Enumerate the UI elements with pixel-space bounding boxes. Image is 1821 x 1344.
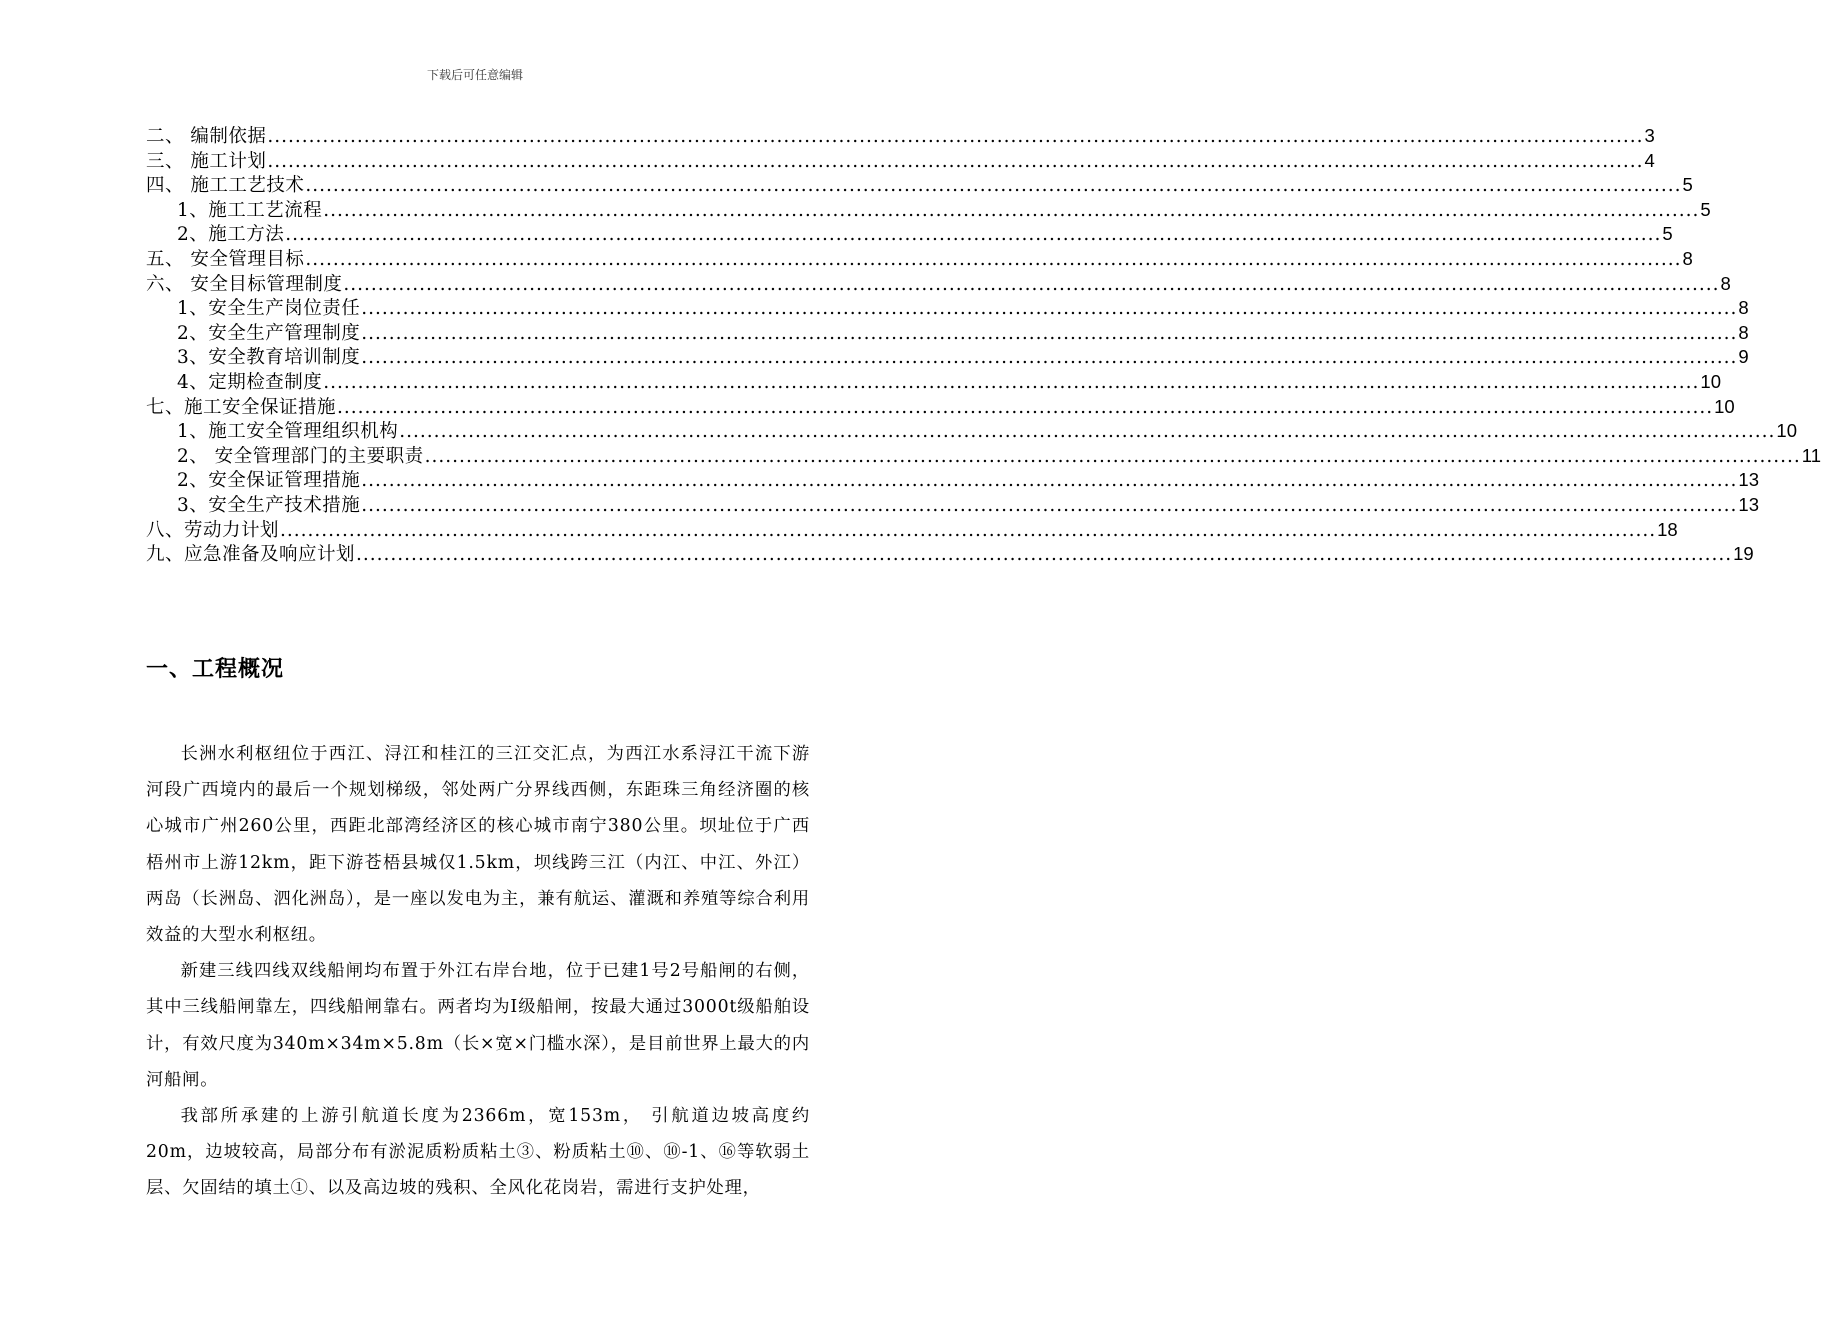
toc-entry[interactable] (146, 419, 1797, 444)
toc-entry[interactable] (146, 395, 1735, 420)
toc-entry[interactable] (146, 468, 1759, 493)
toc-entry[interactable] (146, 444, 1821, 469)
body-paragraph: 长洲水利枢纽位于西江、浔江和桂江的三江交汇点，为西江水系浔江干流下游河段广西境内的最后一个规划梯级，邻处两广分界线西侧，东距珠三角经济圈的核心城市广州260公里，西距北部湾经济区的核心城市南宁380公里。坝址位于广西梧州市上游12km，距下游苍梧县城仅1.5km，坝线跨三江（内江、中江、外江）两岛（长洲岛、泗化洲岛），是一座以发电为主，兼有航运、灌溉和养殖等综合利用效益的大型水利枢纽。 (146, 744, 810, 946)
toc-entry-page: 9 (1738, 346, 1749, 368)
toc-entry[interactable] (146, 345, 1749, 370)
toc-entry[interactable] (146, 542, 1754, 567)
toc-entry[interactable] (146, 493, 1759, 518)
toc-entry[interactable] (146, 247, 1693, 272)
toc-entry-title: 3、安全教育培训制度 (177, 347, 361, 369)
toc-entry-title: 2、施工方法 (177, 224, 285, 246)
toc-entry[interactable] (146, 370, 1721, 395)
toc-entry-page: 10 (1714, 395, 1735, 417)
section-heading: 一、工程概况 (146, 657, 285, 682)
page-header-note: 下载后可任意编辑 (426, 68, 523, 82)
toc-entry[interactable] (146, 198, 1711, 223)
toc-dot-leader: ........................................................................................................................................................................................................ (361, 494, 1738, 516)
toc-dot-leader: ........................................................................................................................................................................................................ (424, 445, 1801, 467)
toc-entry-page: 8 (1682, 247, 1693, 269)
toc-entry[interactable] (146, 518, 1678, 543)
toc-entry-title: 4、定期检查制度 (177, 371, 323, 393)
toc-entry-title: 三、 施工计划 (146, 150, 267, 172)
toc-entry-page: 18 (1657, 518, 1678, 540)
toc-entry[interactable] (146, 296, 1749, 321)
toc-entry-page: 5 (1700, 198, 1711, 220)
toc-dot-leader: ........................................................................................................................................................................................................ (323, 199, 1700, 221)
body-paragraph: 新建三线四线双线船闸均布置于外江右岸台地，位于已建1号2号船闸的右侧，其中三线船闸靠左，四线船闸靠右。两者均为Ⅰ级船闸，按最大通过3000t级船舶设计，有效尺度为340m×34m×5.8m（长×宽×门槛水深），是目前世界上最大的内河船闸。 (146, 961, 810, 1090)
toc-entry-page: 8 (1738, 297, 1749, 319)
toc-entry[interactable] (146, 321, 1749, 346)
toc-entry-title: 七、施工安全保证措施 (146, 396, 337, 418)
toc-entry-page: 11 (1801, 444, 1821, 466)
toc-dot-leader: ........................................................................................................................................................................................................ (399, 421, 1776, 443)
toc-dot-leader: ........................................................................................................................................................................................................ (305, 175, 1682, 197)
toc-dot-leader: ........................................................................................................................................................................................................ (361, 347, 1738, 369)
toc-entry-title: 九、应急准备及响应计划 (146, 544, 356, 566)
toc-dot-leader: ........................................................................................................................................................................................................ (343, 273, 1720, 295)
toc-entry-title: 2、安全生产管理制度 (177, 322, 361, 344)
toc-entry-title: 五、 安全管理目标 (146, 248, 305, 270)
toc-entry-page: 13 (1738, 493, 1759, 515)
toc-entry-page: 4 (1644, 149, 1655, 171)
toc-entry[interactable] (146, 272, 1731, 297)
toc-entry-page: 19 (1733, 543, 1754, 565)
toc-entry[interactable] (146, 222, 1673, 247)
toc-dot-leader: ........................................................................................................................................................................................................ (305, 248, 1682, 270)
toc-entry-page: 10 (1776, 420, 1797, 442)
toc-dot-leader: ........................................................................................................................................................................................................ (267, 126, 1644, 147)
toc-entry-page: 5 (1662, 223, 1673, 245)
toc-entry-title: 2、安全保证管理措施 (177, 470, 361, 492)
toc-entry-page: 13 (1738, 469, 1759, 491)
toc-entry-title: 二、 编制依据 (146, 126, 267, 147)
toc-dot-leader: ........................................................................................................................................................................................................ (323, 371, 1700, 393)
toc-dot-leader: ........................................................................................................................................................................................................ (337, 396, 1714, 418)
toc-entry[interactable] (146, 124, 1655, 149)
toc-entry-page: 3 (1644, 125, 1655, 146)
toc-dot-leader: ........................................................................................................................................................................................................ (285, 224, 1662, 246)
toc-dot-leader: ........................................................................................................................................................................................................ (361, 298, 1738, 320)
toc-entry-title: 1、安全生产岗位责任 (177, 298, 361, 320)
table-of-contents (146, 124, 1821, 567)
toc-entry-title: 2、 安全管理部门的主要职责 (177, 445, 424, 467)
body-paragraph: 我部所承建的上游引航道长度为2366m，宽153m， 引航道边坡高度约20m，边坡较高，局部分布有淤泥质粉质粘土③、粉质粘土⑩、⑩-1、⑯等软弱土层、欠固结的填土①、以及高边坡的残积、全风化花岗岩，需进行支护处理， (146, 1106, 810, 1199)
toc-entry-page: 8 (1738, 321, 1749, 343)
toc-dot-leader: ........................................................................................................................................................................................................ (280, 519, 1657, 541)
section-body (146, 736, 810, 1207)
toc-entry-title: 六、 安全目标管理制度 (146, 273, 343, 295)
toc-entry-title: 八、劳动力计划 (146, 519, 280, 541)
toc-dot-leader: ........................................................................................................................................................................................................ (356, 544, 1733, 566)
toc-entry-page: 5 (1682, 174, 1693, 196)
toc-entry[interactable] (146, 149, 1655, 174)
toc-entry-title: 四、 施工工艺技术 (146, 175, 305, 197)
toc-dot-leader: ........................................................................................................................................................................................................ (361, 322, 1738, 344)
toc-entry-page: 10 (1700, 370, 1721, 392)
toc-entry-title: 1、施工安全管理组织机构 (177, 421, 399, 443)
toc-entry-title: 3、安全生产技术措施 (177, 494, 361, 516)
toc-entry[interactable] (146, 173, 1693, 198)
toc-dot-leader: ........................................................................................................................................................................................................ (267, 150, 1644, 172)
toc-dot-leader: ........................................................................................................................................................................................................ (361, 470, 1738, 492)
toc-entry-page: 8 (1720, 272, 1731, 294)
toc-entry-title: 1、施工工艺流程 (177, 199, 323, 221)
